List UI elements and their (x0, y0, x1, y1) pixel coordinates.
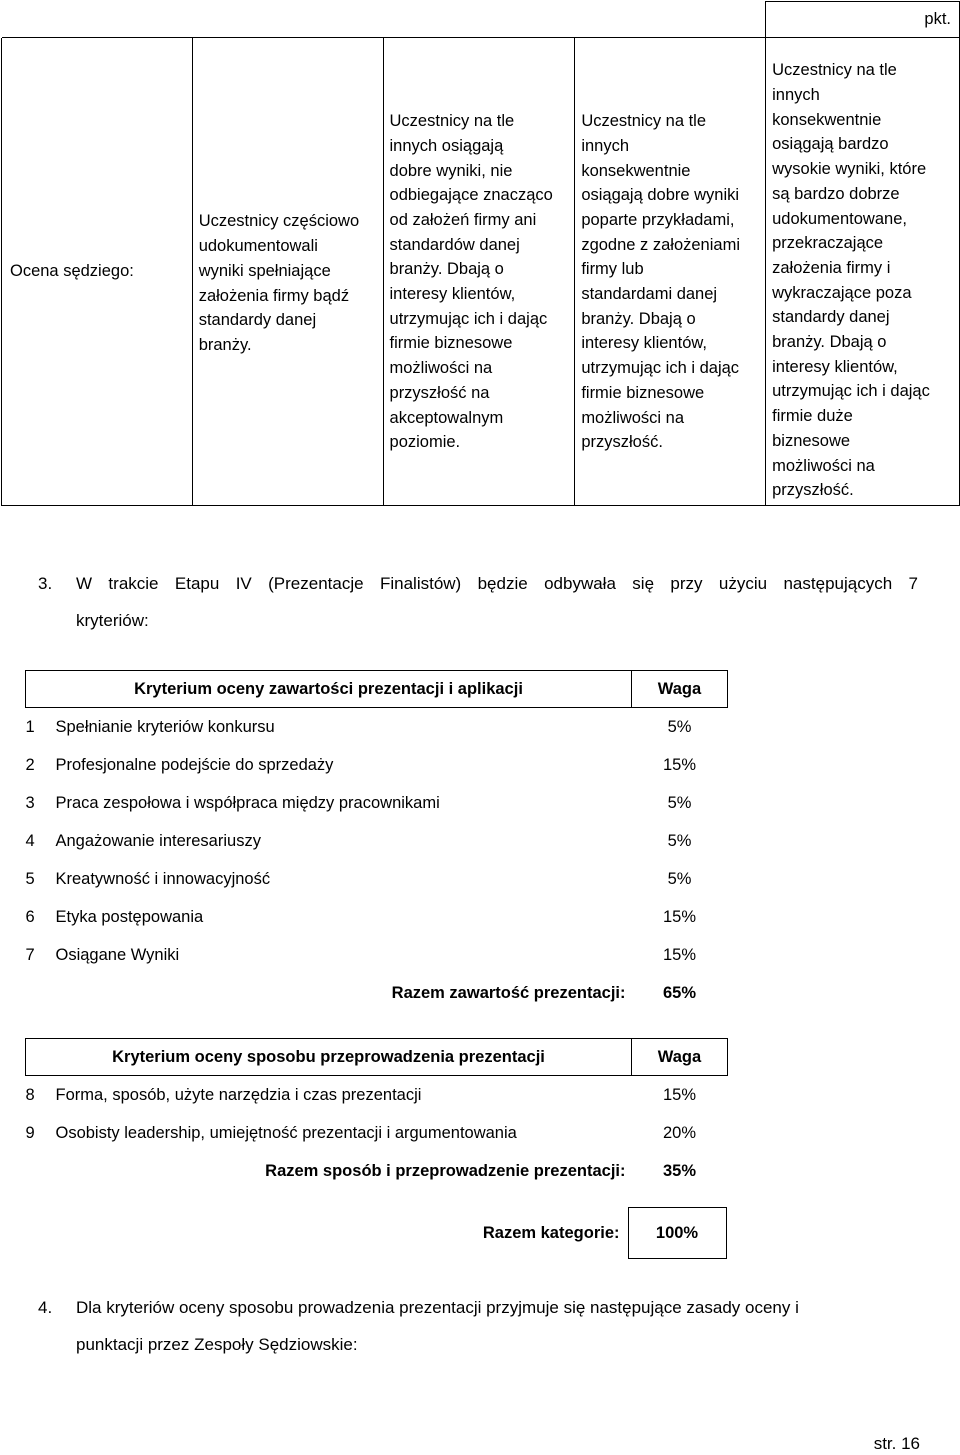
score-cell-1: Uczestnicy częściowo udokumentowali wyniki spełniające założenia firmy bądź standardy danej branży. (192, 38, 383, 506)
criterion-weight: 15% (662, 1085, 697, 1104)
criterion-name: Angażowanie interesariuszy (55, 831, 261, 850)
criterion-header: Kryterium oceny sposobu przeprowadzenia prezentacji (26, 1039, 632, 1076)
table-header-row (26, 1039, 728, 1076)
criterion-name: Osobisty leadership, umiejętność prezentacji i argumentowania (55, 1123, 517, 1142)
criterion-weight: 15% (662, 907, 697, 926)
table-row (26, 708, 728, 747)
table-row (26, 860, 728, 898)
row-number: 2 (25, 755, 35, 774)
table-row (26, 822, 728, 860)
row-number: 1 (25, 717, 35, 736)
content-total-label: Razem zawartość prezentacji: (391, 983, 626, 1002)
row-number: 4 (25, 831, 35, 850)
criterion-weight: 5% (667, 717, 692, 736)
section-4-line-1: Dla kryteriów oceny sposobu prowadzenia prezentacji przyjmuje się następujące zasady oceny i (76, 1298, 799, 1317)
criterion-weight: 5% (667, 831, 692, 850)
judge-score-label: Ocena sędziego: (2, 38, 193, 506)
section-3-line-1: W trakcie Etapu IV (Prezentacje Finalistów) będzie odbywała się przy użyciu następujących 7 (76, 574, 918, 593)
criterion-weight: 15% (662, 945, 697, 964)
weight-header: Waga (632, 671, 728, 708)
table-header-row (26, 671, 728, 708)
table-total-row (26, 974, 728, 1012)
weight-header: Waga (632, 1039, 728, 1076)
table-row (26, 746, 728, 784)
criterion-weight: 5% (667, 869, 692, 888)
criterion-name: Profesjonalne podejście do sprzedaży (55, 755, 334, 774)
row-number: 7 (25, 945, 35, 964)
section-3-number: 3. (38, 574, 53, 593)
section-3-line-2: kryteriów: (76, 611, 149, 630)
score-cell-2: Uczestnicy na tle innych osiągają dobre wyniki, nie odbiegające znacząco od założeń firmy ani standardów danej branży. Dbają o interesy klientów, utrzymując ich i dając firmie biznesowe możliwości na przyszłość na akceptowalnym poziomie. (383, 38, 575, 506)
grand-total-table (470, 1207, 727, 1259)
table-row (26, 1076, 728, 1115)
grand-total-label: Razem kategorie: (482, 1223, 620, 1242)
criterion-name: Praca zespołowa i współpraca między pracownikami (55, 793, 440, 812)
score-cell-4: Uczestnicy na tle innych konsekwentnie osiągają bardzo wysokie wyniki, które są bardzo dobrze udokumentowane, przekraczające założenia firmy i wykraczające poza standardy danej branży. Dbają o interesy klientów, utrzymując ich i dając firmie duże biznesowe możliwości na przyszłość. (766, 38, 960, 506)
table-row (26, 936, 728, 974)
criterion-weight: 20% (662, 1123, 697, 1142)
table-row (26, 1114, 728, 1152)
criterion-weight: 5% (667, 793, 692, 812)
score-cell-3: Uczestnicy na tle innych konsekwentnie osiągają dobre wyniki poparte przykładami, zgodne z założeniami firmy lub standardami danej branży. Dbają o interesy klientów, utrzymując ich i dając firmie biznesowe możliwości na przyszłość. (575, 38, 766, 506)
criterion-name: Kreatywność i innowacyjność (55, 869, 271, 888)
table-total-row (26, 1152, 728, 1190)
criterion-weight: 15% (662, 755, 697, 774)
criterion-name: Etyka postępowania (55, 907, 204, 926)
row-number: 6 (25, 907, 35, 926)
criterion-name: Osiągane Wyniki (55, 945, 180, 964)
row-number: 3 (25, 793, 35, 812)
criterion-name: Spełnianie kryteriów konkursu (55, 717, 275, 736)
row-number: 9 (25, 1123, 35, 1142)
row-number: 5 (25, 869, 35, 888)
table-row (26, 898, 728, 936)
delivery-total-label: Razem sposób i przeprowadzenie prezentacji: (265, 1161, 626, 1180)
table-row (26, 784, 728, 822)
criterion-header: Kryterium oceny zawartości prezentacji i aplikacji (26, 671, 632, 708)
section-4-number: 4. (38, 1298, 53, 1317)
page-number: str. 16 (873, 1434, 920, 1453)
content-criteria-table (25, 670, 728, 1012)
criterion-name: Forma, sposób, użyte narzędzia i czas prezentacji (55, 1085, 422, 1104)
pkt-label: pkt. (766, 2, 960, 38)
delivery-criteria-table (25, 1038, 728, 1190)
row-number: 8 (25, 1085, 35, 1104)
score-table (1, 1, 960, 506)
section-4-line-2: punktacji przez Zespoły Sędziowskie: (76, 1335, 358, 1354)
content-total-value: 65% (662, 983, 697, 1002)
delivery-total-value: 35% (662, 1161, 697, 1180)
grand-total-value: 100% (628, 1208, 726, 1259)
